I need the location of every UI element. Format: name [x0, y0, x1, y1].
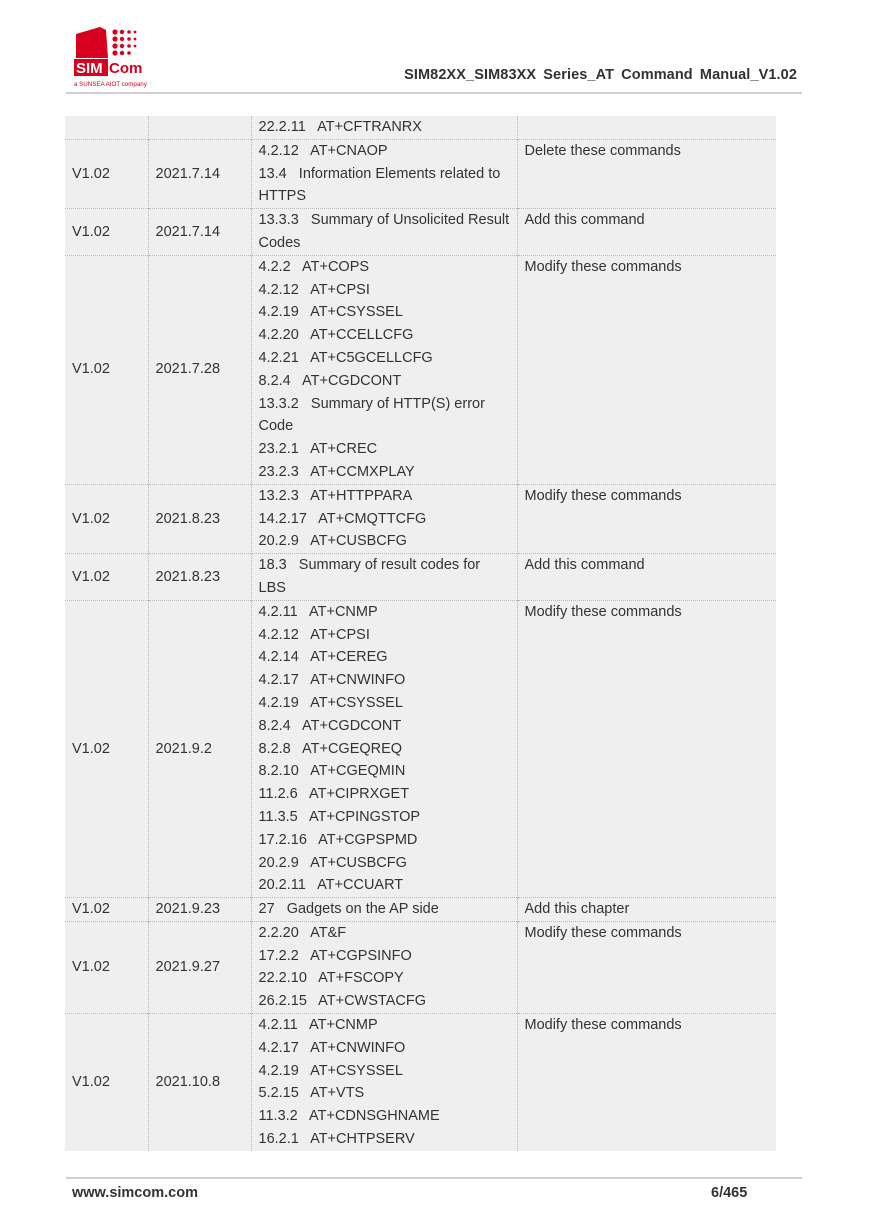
- description-cell: Add this command: [517, 209, 776, 256]
- change-item: 20.2.9 AT+CUSBCFG: [258, 533, 407, 550]
- description-cell: Delete these commands: [517, 139, 776, 208]
- change-item: 23.2.3 AT+CCMXPLAY: [258, 463, 415, 480]
- logo-sim-text: SIM: [76, 60, 103, 77]
- change-item: 20.2.9 AT+CUSBCFG: [258, 854, 407, 871]
- change-item: 27 Gadgets on the AP side: [258, 901, 439, 918]
- change-item: 4.2.19 AT+CSYSSEL: [258, 304, 403, 321]
- header-divider: [66, 92, 802, 94]
- table-row: [65, 554, 776, 601]
- change-item: 4.2.12 AT+CNAOP: [258, 142, 388, 159]
- change-item: 17.2.2 AT+CGPSINFO: [258, 947, 412, 964]
- logo-tagline: a SUNSEA AIOT company: [74, 81, 147, 88]
- description-cell: [517, 116, 776, 139]
- description-cell: Add this chapter: [517, 898, 776, 922]
- change-item: 4.2.2 AT+COPS: [258, 258, 370, 275]
- change-item: 4.2.19 AT+CSYSSEL: [258, 1062, 403, 1079]
- table-row: [65, 600, 776, 897]
- document-title: SIM82XX_SIM83XX Series_AT Command Manual_V1.02: [404, 67, 797, 83]
- version-cell: V1.02: [65, 209, 148, 256]
- change-item: 13.3.2 Summary of HTTP(S) error Code: [258, 395, 489, 435]
- change-item: 4.2.19 AT+CSYSSEL: [258, 694, 403, 711]
- date-cell: 2021.8.23: [148, 484, 251, 553]
- change-item: 13.4 Information Elements related to HTTPS: [258, 165, 505, 205]
- date-cell: 2021.7.14: [148, 209, 251, 256]
- page-header: [0, 0, 869, 100]
- change-item: 8.2.10 AT+CGEQMIN: [258, 763, 406, 780]
- change-item: 8.2.8 AT+CGEQREQ: [258, 740, 403, 757]
- change-item: 8.2.4 AT+CGDCONT: [258, 372, 402, 389]
- table-row: [65, 921, 776, 1013]
- version-cell: V1.02: [65, 139, 148, 208]
- date-cell: 2021.7.14: [148, 139, 251, 208]
- version-cell: V1.02: [65, 554, 148, 601]
- date-cell: 2021.9.23: [148, 898, 251, 922]
- table-row: [65, 255, 776, 484]
- change-item: 4.2.17 AT+CNWINFO: [258, 672, 406, 689]
- date-cell: 2021.9.2: [148, 600, 251, 897]
- change-item: 4.2.20 AT+CCELLCFG: [258, 327, 414, 344]
- table-row: [65, 484, 776, 553]
- change-item: 11.3.2 AT+CDNSGHNAME: [258, 1108, 440, 1125]
- date-cell: [148, 116, 251, 139]
- footer-divider: [66, 1177, 802, 1179]
- table-row: [65, 1014, 776, 1151]
- version-cell: V1.02: [65, 484, 148, 553]
- version-cell: [65, 116, 148, 139]
- description-cell: Add this command: [517, 554, 776, 601]
- changes-cell: [251, 554, 517, 601]
- description-cell: Modify these commands: [517, 600, 776, 897]
- changes-cell: [251, 600, 517, 897]
- revision-table-body: [65, 116, 776, 1151]
- changes-cell: [251, 484, 517, 553]
- change-item: 2.2.20 AT&F: [258, 924, 347, 941]
- change-item: 4.2.11 AT+CNMP: [258, 1017, 378, 1034]
- change-item: 17.2.16 AT+CGPSPMD: [258, 831, 418, 848]
- changes-cell: [251, 139, 517, 208]
- change-item: 4.2.12 AT+CPSI: [258, 281, 370, 298]
- change-item: 20.2.11 AT+CCUART: [258, 877, 404, 894]
- change-item: 4.2.21 AT+C5GCELLCFG: [258, 349, 433, 366]
- table-row: [65, 898, 776, 922]
- logo-com-text: Com: [109, 60, 143, 77]
- changes-cell: [251, 921, 517, 1013]
- description-cell: Modify these commands: [517, 921, 776, 1013]
- table-row: [65, 116, 776, 139]
- revision-history-table: [65, 116, 776, 1151]
- changes-cell: [251, 1014, 517, 1151]
- change-item: 11.3.5 AT+CPINGSTOP: [258, 808, 421, 825]
- description-cell: Modify these commands: [517, 1014, 776, 1151]
- version-cell: V1.02: [65, 1014, 148, 1151]
- change-item: 18.3 Summary of result codes for LBS: [258, 557, 485, 596]
- footer-page-number: 6/465: [711, 1185, 748, 1201]
- description-cell: Modify these commands: [517, 484, 776, 553]
- date-cell: 2021.10.8: [148, 1014, 251, 1151]
- footer-website: www.simcom.com: [72, 1185, 198, 1201]
- change-item: 5.2.15 AT+VTS: [258, 1085, 365, 1102]
- change-item: 4.2.14 AT+CEREG: [258, 649, 388, 666]
- version-cell: V1.02: [65, 921, 148, 1013]
- change-item: 13.3.3 Summary of Unsolicited Result Codes: [258, 212, 514, 251]
- date-cell: 2021.8.23: [148, 554, 251, 601]
- version-cell: V1.02: [65, 898, 148, 922]
- change-item: 4.2.11 AT+CNMP: [258, 603, 378, 620]
- table-row: [65, 209, 776, 256]
- change-item: 8.2.4 AT+CGDCONT: [258, 717, 402, 734]
- table-row: [65, 139, 776, 208]
- simcom-logo: [72, 26, 152, 90]
- change-item: 22.2.11 AT+CFTRANRX: [258, 119, 422, 135]
- version-cell: V1.02: [65, 600, 148, 897]
- version-cell: V1.02: [65, 255, 148, 484]
- changes-cell: [251, 898, 517, 922]
- change-item: 13.2.3 AT+HTTPPARA: [258, 487, 413, 504]
- change-item: 22.2.10 AT+FSCOPY: [258, 970, 404, 987]
- date-cell: 2021.7.28: [148, 255, 251, 484]
- change-item: 16.2.1 AT+CHTPSERV: [258, 1131, 415, 1148]
- change-item: 26.2.15 AT+CWSTACFG: [258, 993, 426, 1010]
- change-item: 4.2.17 AT+CNWINFO: [258, 1039, 406, 1056]
- change-item: 14.2.17 AT+CMQTTCFG: [258, 510, 427, 527]
- change-item: 23.2.1 AT+CREC: [258, 441, 378, 458]
- description-cell: Modify these commands: [517, 255, 776, 484]
- changes-cell: [251, 116, 517, 139]
- change-item: 4.2.12 AT+CPSI: [258, 626, 370, 643]
- changes-cell: [251, 209, 517, 256]
- date-cell: 2021.9.27: [148, 921, 251, 1013]
- change-item: 11.2.6 AT+CIPRXGET: [258, 786, 410, 803]
- changes-cell: [251, 255, 517, 484]
